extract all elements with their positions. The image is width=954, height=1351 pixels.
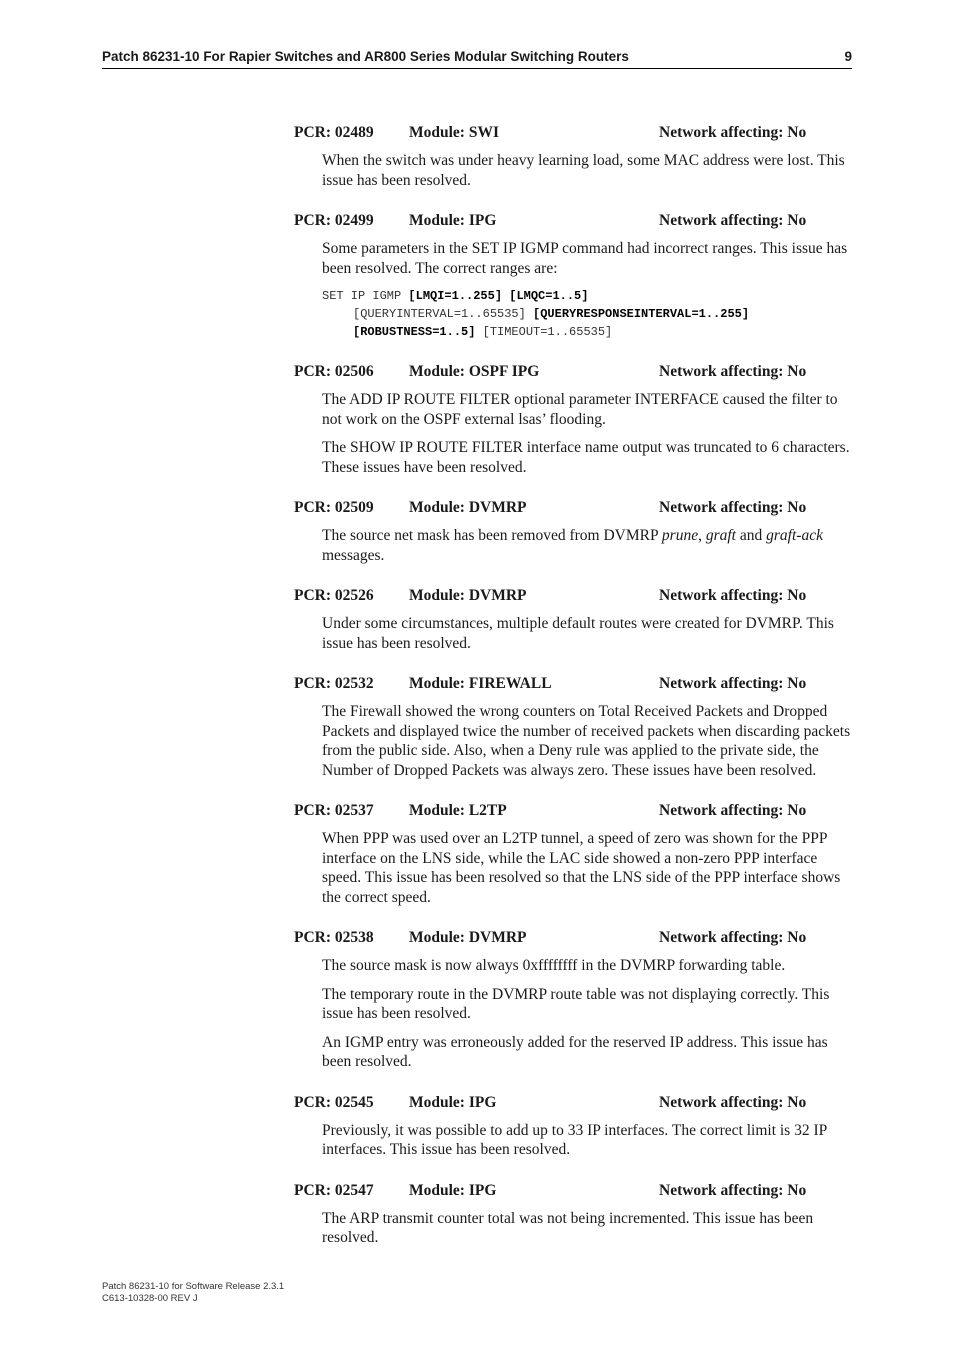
pcr-description <box>322 1121 854 1160</box>
page-footer <box>102 1281 284 1304</box>
italic-term-prune: prune <box>661 527 699 544</box>
pcr-number: PCR: 02538 <box>294 929 374 946</box>
pcr-network-affecting: Network affecting: No <box>659 587 807 604</box>
italic-term-graft: graft <box>705 527 736 544</box>
pcr-number: PCR: 02509 <box>294 499 374 516</box>
pcr-entry <box>294 362 854 477</box>
text-run: The source net mask has been removed from DVMRP <box>322 527 662 544</box>
command-line-3 <box>322 323 854 341</box>
pcr-number: PCR: 02506 <box>294 363 374 380</box>
pcr-paragraph: The temporary route in the DVMRP route table was not displaying correctly. This issue has been resolved. <box>322 985 830 1022</box>
param-lmqc: [LMQC=1..5] <box>509 289 589 303</box>
footer-doc-number: C613-10328-00 REV J <box>102 1292 198 1304</box>
pcr-number: PCR: 02499 <box>294 212 374 229</box>
pcr-module: Module: L2TP <box>409 802 507 819</box>
pcr-entry <box>294 498 854 565</box>
pcr-heading <box>294 498 854 518</box>
pcr-entry <box>294 801 854 907</box>
pcr-module: Module: DVMRP <box>409 499 527 516</box>
pcr-entry <box>294 1093 854 1160</box>
pcr-description <box>322 614 854 653</box>
pcr-network-affecting: Network affecting: No <box>659 212 807 229</box>
pcr-number: PCR: 02526 <box>294 587 374 604</box>
pcr-paragraph: Under some circumstances, multiple default routes were created for DVMRP. This issue has been resolved. <box>322 615 834 652</box>
param-robustness: [ROBUSTNESS=1..5] <box>353 325 476 339</box>
pcr-module: Module: IPG <box>409 1181 497 1199</box>
pcr-heading <box>294 1093 854 1113</box>
pcr-entry <box>294 586 854 653</box>
pcr-description <box>322 151 854 190</box>
pcr-module: Module: SWI <box>409 124 499 141</box>
pcr-module: Module: OSPF IPG <box>409 363 540 380</box>
pcr-module: Module: DVMRP <box>409 929 527 946</box>
pcr-paragraph: When the switch was under heavy learning load, some MAC address were lost. This issue has been resolved. <box>322 152 845 189</box>
pcr-description <box>322 829 854 907</box>
text-run: and <box>736 527 767 544</box>
text-run: , <box>698 527 706 544</box>
pcr-heading <box>294 1181 854 1201</box>
pcr-number: PCR: 02537 <box>294 802 374 819</box>
pcr-heading <box>294 123 854 143</box>
header-title: Patch 86231-10 For Rapier Switches and AR800 Series Modular Switching Routers <box>102 49 629 64</box>
param-queryresponseinterval: [QUERYRESPONSEINTERVAL=1..255] <box>533 307 750 321</box>
pcr-heading <box>294 674 854 694</box>
pcr-description <box>322 526 854 565</box>
footer-release: Patch 86231-10 for Software Release 2.3.1 <box>102 1281 285 1292</box>
pcr-paragraph: Previously, it was possible to add up to 33 IP interfaces. The correct limit is 32 IP interfaces. This issue has been resolved. <box>322 1121 827 1158</box>
pcr-paragraph: An IGMP entry was erroneously added for the reserved IP address. This issue has been resolved. <box>322 1033 828 1070</box>
command-syntax <box>322 287 854 341</box>
pcr-network-affecting: Network affecting: No <box>659 1093 807 1111</box>
pcr-description <box>322 1209 854 1248</box>
pcr-entry <box>294 123 854 190</box>
pcr-number: PCR: 02547 <box>294 1181 374 1199</box>
pcr-heading <box>294 362 854 382</box>
pcr-paragraph: The ADD IP ROUTE FILTER optional parameter INTERFACE caused the filter to not work on the OSPF external lsas’ flooding. <box>322 391 838 428</box>
pcr-entry <box>294 211 854 341</box>
page-number: 9 <box>844 49 852 64</box>
pcr-network-affecting: Network affecting: No <box>659 929 807 946</box>
param-timeout: [TIMEOUT=1..65535] <box>482 325 613 339</box>
pcr-heading <box>294 211 854 231</box>
pcr-entry <box>294 1181 854 1248</box>
pcr-paragraph: Some parameters in the SET IP IGMP command had incorrect ranges. This issue has been resolved. The correct ranges are: <box>322 240 848 277</box>
pcr-network-affecting: Network affecting: No <box>659 499 807 516</box>
pcr-network-affecting: Network affecting: No <box>659 1181 807 1199</box>
pcr-entry <box>294 928 854 1072</box>
pcr-module: Module: DVMRP <box>409 587 527 604</box>
pcr-network-affecting: Network affecting: No <box>659 675 807 692</box>
pcr-network-affecting: Network affecting: No <box>659 124 807 141</box>
command-keyword: SET IP IGMP <box>322 289 409 303</box>
pcr-paragraph: The SHOW IP ROUTE FILTER interface name output was truncated to 6 characters. These issues have been resolved. <box>322 439 850 476</box>
pcr-number: PCR: 02532 <box>294 675 374 692</box>
pcr-module: Module: IPG <box>409 212 497 229</box>
pcr-entry <box>294 674 854 780</box>
page-header <box>102 48 852 69</box>
pcr-heading <box>294 801 854 821</box>
pcr-heading <box>294 928 854 948</box>
param-lmqi: [LMQI=1..255] <box>408 289 503 303</box>
pcr-paragraph: The source mask is now always 0xffffffff in the DVMRP forwarding table. <box>322 957 786 974</box>
pcr-description <box>322 702 854 780</box>
pcr-module: Module: FIREWALL <box>409 675 552 692</box>
pcr-paragraph: The Firewall showed the wrong counters on Total Received Packets and Dropped Packets and displayed twice the number of received packets when discarding packets from the public side. Also, when a Deny rule was applied to the private side, the Number of Dropped Packets was always zero. These issues have been resolved. <box>322 703 851 779</box>
pcr-list <box>294 123 854 1269</box>
pcr-number: PCR: 02545 <box>294 1093 374 1111</box>
text-run: messages. <box>322 546 385 564</box>
pcr-paragraph: The ARP transmit counter total was not being incremented. This issue has been resolved. <box>322 1209 814 1246</box>
italic-term-graft-ack: graft-ack <box>766 527 823 544</box>
param-queryinterval: [QUERYINTERVAL=1..65535] <box>353 307 526 321</box>
command-line-2 <box>322 305 854 323</box>
pcr-description <box>322 390 854 477</box>
pcr-description <box>322 956 854 1072</box>
pcr-paragraph: When PPP was used over an L2TP tunnel, a speed of zero was shown for the PPP interface on the LNS side, while the LAC side showed a non-zero PPP interface speed. This issue has been resolved so that the LNS side of the PPP interface shows the correct speed. <box>322 830 841 906</box>
pcr-number: PCR: 02489 <box>294 124 374 141</box>
pcr-description <box>322 239 854 341</box>
pcr-paragraph <box>322 526 854 565</box>
pcr-network-affecting: Network affecting: No <box>659 802 807 819</box>
pcr-heading <box>294 586 854 606</box>
pcr-network-affecting: Network affecting: No <box>659 363 807 380</box>
pcr-module: Module: IPG <box>409 1093 497 1111</box>
